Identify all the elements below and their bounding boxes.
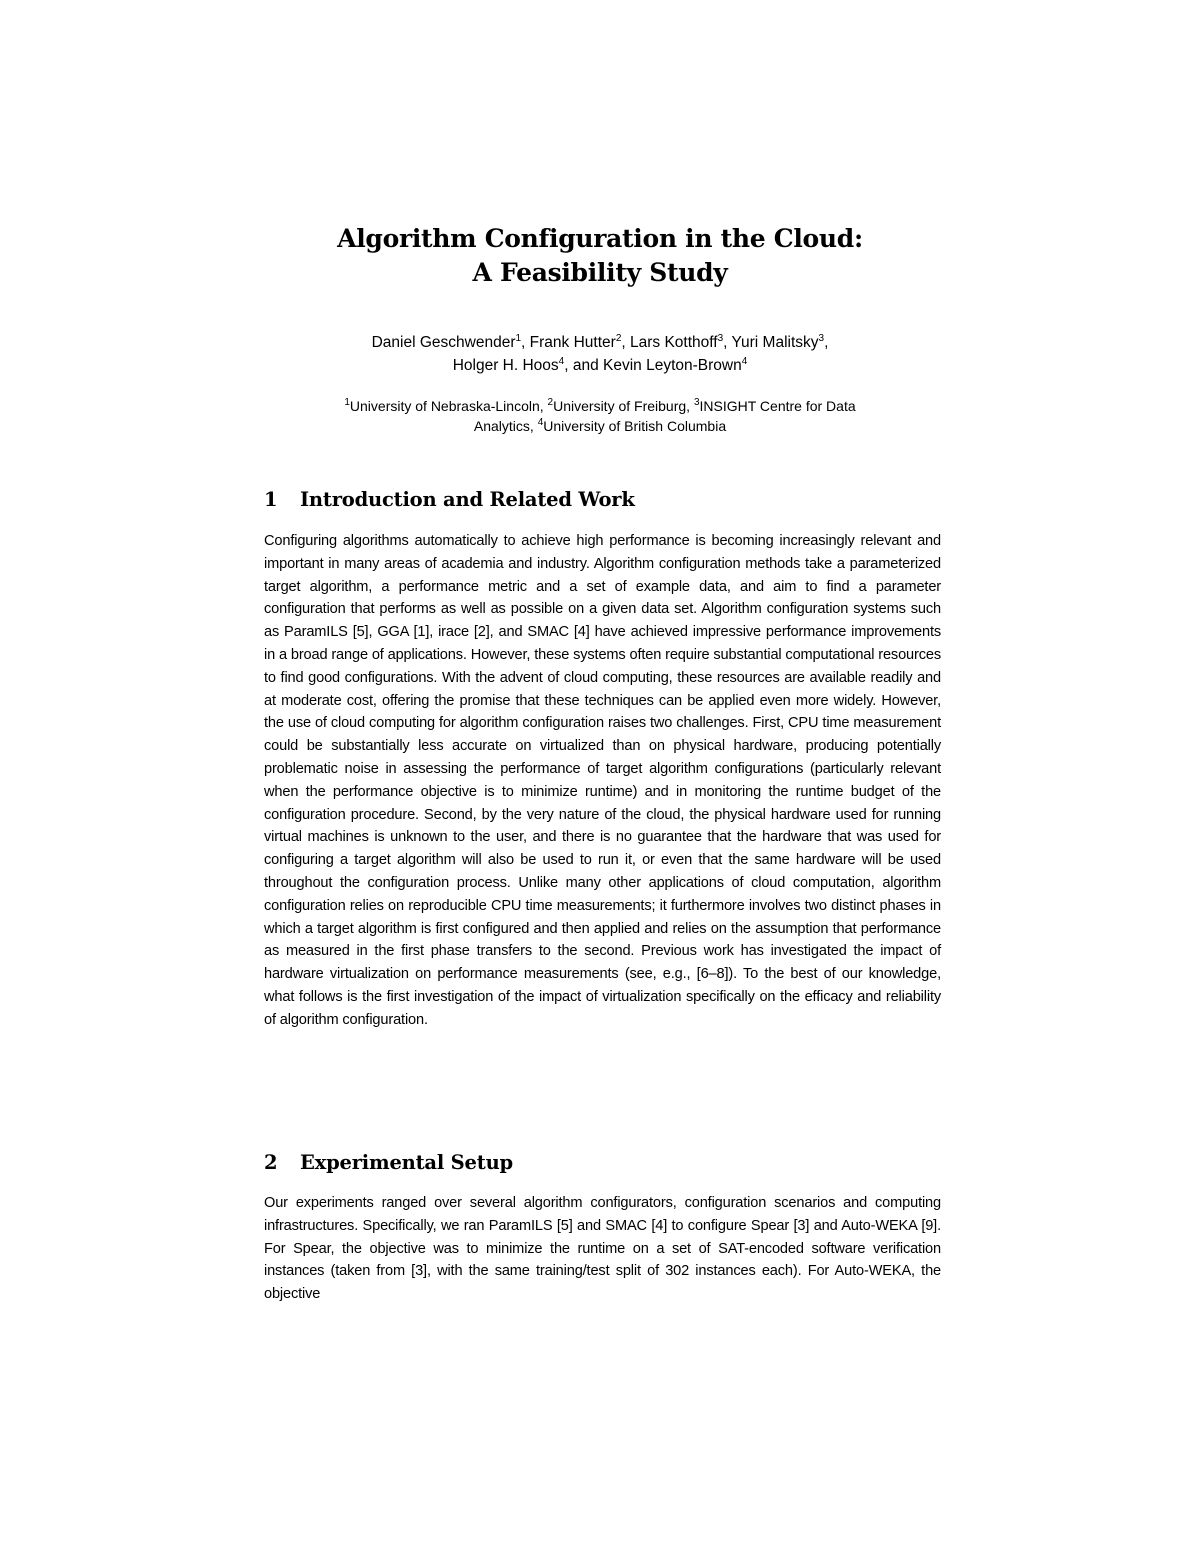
author-separator: ,: [824, 334, 829, 351]
author-separator: ,: [621, 334, 630, 351]
author-affiliation-mark: 1: [515, 333, 522, 344]
paper-title-line-2: A Feasibility Study: [472, 258, 728, 287]
affiliation: University of Freiburg,: [553, 398, 694, 414]
author-name: Yuri Malitsky: [731, 334, 819, 351]
author-name: Daniel Geschwender: [371, 334, 516, 351]
section-title: Introduction and Related Work: [300, 488, 635, 511]
section-number: 2: [264, 1151, 278, 1174]
affiliations-line-1: [0, 398, 1200, 414]
affiliation-mark: 3: [693, 397, 700, 408]
paper-title-line-1: Algorithm Configuration in the Cloud:: [337, 224, 863, 253]
author-name: Frank Hutter: [529, 334, 616, 351]
section-number: 1: [264, 488, 278, 511]
author-list-line-1: [0, 334, 1200, 352]
affiliation: Analytics,: [473, 418, 538, 434]
affiliation: University of Nebraska-Lincoln,: [349, 398, 548, 414]
affiliations-line-2: [0, 418, 1200, 434]
section-heading-introduction: [264, 488, 635, 511]
author-affiliation-mark: 4: [741, 356, 748, 367]
affiliation-mark: 2: [547, 397, 554, 408]
author-name: Lars Kotthoff: [630, 334, 718, 351]
section-heading-experimental-setup: [264, 1151, 513, 1174]
affiliation: INSIGHT Centre for Data: [699, 398, 856, 414]
affiliation-mark: 4: [537, 417, 544, 428]
section-title: Experimental Setup: [300, 1151, 513, 1174]
affiliation-mark: 1: [344, 397, 350, 408]
author-name: Kevin Leyton-Brown: [603, 357, 742, 374]
author-affiliation-mark: 3: [818, 333, 825, 344]
author-separator: , and: [564, 357, 604, 374]
section-body-experimental-setup: Our experiments ranged over several algorithm configurators, configuration scenarios and computing infrastructures. Specifically, we ran ParamILS [5] and SMAC [4] to configure Spear [3] and Auto-WEKA [9]. For Spear, the objective was to minimize the runtime on a set of SAT-encoded software verification instances (taken from [3], with the same training/test split of 302 instances each). For Auto-WEKA, the objective: [264, 1195, 941, 1303]
author-separator: ,: [723, 334, 732, 351]
author-affiliation-mark: 3: [717, 333, 724, 344]
author-separator: ,: [521, 334, 530, 351]
section-body-introduction: Configuring algorithms automatically to achieve high performance is becoming increasingly relevant and important in many areas of academia and industry. Algorithm configuration methods take a parameterized target algorithm, a performance metric and a set of example data, and aim to find a parameter configuration that performs as well as possible on a given data set. Algorithm configuration systems such as ParamILS [5], GGA [1], irace [2], and SMAC [4] have achieved impressive performance improvements in a broad range of applications. However, these systems often require substantial computational resources to find good configurations. With the advent of cloud computing, these resources are available readily and at moderate cost, offering the promise that these techniques can be applied even more widely. However, the use of cloud computing for algorithm configuration raises two challenges. First, CPU time measurement could be substantially less accurate on virtualized than on physical hardware, producing potentially problematic noise in assessing the performance of target algorithm configurations (particularly relevant when the performance objective is to minimize runtime) and in monitoring the runtime budget of the configuration procedure. Second, by the very nature of the cloud, the physical hardware used for running virtual machines is unknown to the user, and there is no guarantee that the hardware that was used for configuring a target algorithm will also be used to run it, or even that the same hardware will be used throughout the configuration process. Unlike many other applications of cloud computation, algorithm configuration relies on reproducible CPU time measurements; it furthermore involves two distinct phases in which a target algorithm is first configured and then applied and relies on the assumption that performance as measured in the first phase transfers to the second. Previous work has investigated the impact of hardware virtualization on performance measurements (see, e.g., [6–8]). To the best of our knowledge, what follows is the first investigation of the impact of virtualization specifically on the efficacy and reliability of algorithm configuration.: [264, 533, 941, 1028]
author-affiliation-mark: 2: [615, 333, 622, 344]
affiliation: University of British Columbia: [543, 418, 727, 434]
author-list-line-2: [0, 357, 1200, 375]
author-name: Holger H. Hoos: [452, 357, 559, 374]
author-affiliation-mark: 4: [558, 356, 565, 367]
